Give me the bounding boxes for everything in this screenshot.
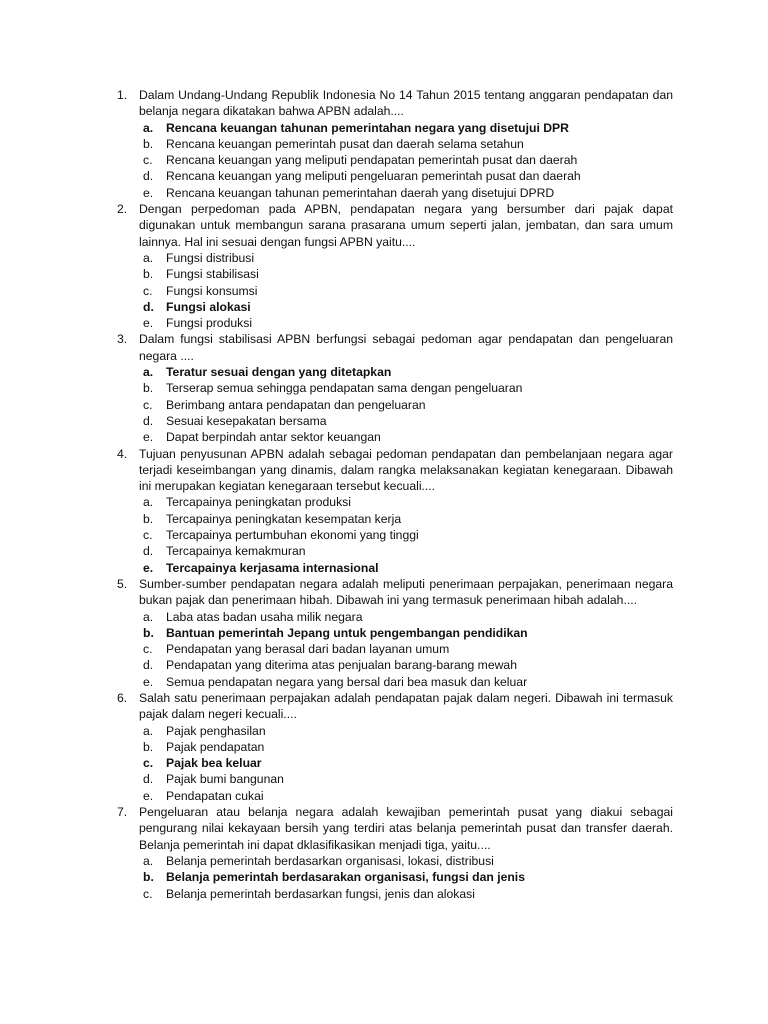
answer-option [0,723,768,739]
question-text: Salah satu penerimaan perpajakan adalah pendapatan pajak dalam negeri. Dibawah ini termasuk pajak dalam negeri kecuali.... [139,690,673,722]
answer-option [0,755,768,771]
option-letter: e. [143,185,154,200]
question-number: 3. [117,332,128,347]
option-letter: c. [143,283,153,298]
answer-option [0,152,768,168]
option-text: Semua pendapatan negara yang bersal dari bea masuk dan keluar [166,674,528,689]
option-text: Rencana keuangan yang meliputi pendapatan pemerintah pusat dan daerah [166,153,578,168]
option-letter: e. [143,674,154,689]
option-letter: d. [143,299,154,314]
option-letter: a. [143,723,154,738]
option-text: Pajak bea keluar [166,756,262,771]
option-letter: a. [143,609,154,624]
option-text: Pajak penghasilan [166,723,266,738]
option-letter: d. [143,772,154,787]
option-letter: e. [143,788,154,803]
answer-option [0,560,768,576]
answer-option [0,429,768,445]
answer-option [0,511,768,527]
question-number: 4. [117,446,128,461]
answer-options [0,364,768,445]
answer-option [0,886,768,902]
answer-option [0,771,768,787]
option-text: Tercapainya peningkatan produksi [166,495,351,510]
option-letter: b. [143,625,154,640]
option-letter: b. [143,136,154,151]
answer-options [0,723,768,804]
option-text: Tercapainya kerjasama internasional [166,560,379,575]
question-number: 1. [117,88,128,102]
answer-option [0,250,768,266]
option-text: Rencana keuangan pemerintah pusat dan daerah selama setahun [166,136,524,151]
question-text: Dalam Undang-Undang Republik Indonesia No 14 Tahun 2015 tentang anggaran pendapatan dan belanja negara dikatakan bahwa APBN adalah.... [139,88,673,119]
option-letter: c. [143,886,153,901]
answer-options [0,120,768,201]
option-letter: e. [143,430,154,445]
question-text: Pengeluaran atau belanja negara adalah kewajiban pemerintah pusat yang diakui sebagai pengurang nilai kekayaan bersih yang terdiri atas belanja pemerintah pusat dan transfer daerah. Belanja pemerintah ini dapat dklasifikasikan menjadi tiga, yaitu.... [139,805,673,852]
option-letter: a. [143,495,154,510]
question-3 [0,331,768,445]
question-7 [0,804,768,902]
option-letter: d. [143,413,154,428]
answer-option [0,315,768,331]
question-text: Dalam fungsi stabilisasi APBN berfungsi sebagai pedoman agar pendapatan dan pengeluaran negara .... [139,332,673,363]
answer-option [0,136,768,152]
answer-option [0,283,768,299]
option-letter: a. [143,365,154,380]
answer-option [0,739,768,755]
answer-option [0,185,768,201]
answer-option [0,494,768,510]
option-letter: c. [143,528,153,543]
answer-options [0,609,768,690]
option-text: Rencana keuangan yang meliputi pengeluaran pemerintah pusat dan daerah [166,169,581,184]
option-text: Tercapainya kemakmuran [166,544,306,559]
option-letter: d. [143,658,154,673]
question-text: Sumber-sumber pendapatan negara adalah meliputi penerimaan perpajakan, penerimaan negara bukan pajak dan penerimaan hibah. Dibawah ini yang termasuk penerimaan hibah adalah.... [139,576,673,608]
question-number: 2. [117,202,128,217]
option-letter: b. [143,739,154,754]
option-text: Tercapainya pertumbuhan ekonomi yang tinggi [166,528,419,543]
answer-option [0,299,768,315]
option-text: Fungsi produksi [166,316,253,331]
option-letter: b. [143,381,154,396]
answer-option [0,788,768,804]
option-text: Dapat berpindah antar sektor keuangan [166,430,381,445]
option-text: Teratur sesuai dengan yang ditetapkan [166,365,392,380]
option-text: Rencana keuangan tahunan pemerintahan negara yang disetujui DPR [166,120,569,135]
option-letter: c. [143,756,154,771]
option-text: Terserap semua sehingga pendapatan sama dengan pengeluaran [166,381,523,396]
answer-option [0,397,768,413]
option-letter: c. [143,397,153,412]
option-text: Pendapatan yang diterima atas penjualan barang-barang mewah [166,658,517,673]
answer-option [0,853,768,869]
option-text: Tercapainya peningkatan kesempatan kerja [166,511,402,526]
option-text: Pajak pendapatan [166,739,265,754]
option-text: Bantuan pemerintah Jepang untuk pengembangan pendidikan [166,625,528,640]
answer-option [0,364,768,380]
question-5 [0,576,768,690]
option-letter: e. [143,316,154,331]
answer-options [0,494,768,575]
question-4 [0,446,768,576]
answer-option [0,266,768,282]
option-text: Pendapatan cukai [166,788,264,803]
answer-options [0,853,768,902]
option-text: Sesuai kesepakatan bersama [166,413,327,428]
answer-option [0,120,768,136]
question-number: 5. [117,576,128,591]
option-text: Berimbang antara pendapatan dan pengeluaran [166,397,426,412]
option-letter: b. [143,870,154,885]
option-letter: a. [143,250,154,265]
question-text: Tujuan penyusunan APBN adalah sebagai pedoman pendapatan dan pembelanjaan negara agar terjadi keseimbangan yang dinamis, dalam rangka melaksanakan kegiatan kenegaraan. Dibawah ini merupakan kegiatan kenegaraan tersebut kecuali.... [139,446,673,494]
option-text: Laba atas badan usaha milik negara [166,609,363,624]
option-text: Belanja pemerintah berdasarkan organisasi, lokasi, distribusi [166,853,494,868]
answer-option [0,543,768,559]
option-letter: d. [143,169,154,184]
option-letter: c. [143,642,153,657]
option-letter: e. [143,560,154,575]
option-text: Fungsi distribusi [166,250,255,265]
question-text: Dengan perpedoman pada APBN, pendapatan negara yang bersumber dari pajak dapat digunakan untuk membangun sarana prasarana umum seperti jalan, jembatan, dan sara umum lainnya. Hal ini sesuai dengan fungsi APBN yaitu.... [139,202,673,249]
option-letter: c. [143,153,153,168]
option-text: Belanja pemerintah berdasarakan organisasi, fungsi dan jenis [166,870,525,885]
option-letter: a. [143,120,154,135]
answer-option [0,413,768,429]
option-text: Fungsi stabilisasi [166,267,259,282]
answer-option [0,674,768,690]
answer-option [0,625,768,641]
answer-option [0,527,768,543]
option-letter: b. [143,511,154,526]
option-text: Fungsi alokasi [166,299,251,314]
answer-option [0,657,768,673]
answer-option [0,609,768,625]
question-number: 7. [117,805,128,820]
question-1 [0,87,768,201]
option-text: Pajak bumi bangunan [166,772,284,787]
option-text: Fungsi konsumsi [166,283,258,298]
question-number: 6. [117,690,128,705]
option-letter: b. [143,267,154,282]
question-list [0,87,768,902]
question-2 [0,201,768,331]
answer-option [0,380,768,396]
answer-option [0,168,768,184]
answer-options [0,250,768,331]
option-letter: a. [143,853,154,868]
answer-option [0,641,768,657]
option-letter: d. [143,544,154,559]
question-6 [0,690,768,804]
option-text: Pendapatan yang berasal dari badan layanan umum [166,642,450,657]
option-text: Belanja pemerintah berdasarkan fungsi, jenis dan alokasi [166,886,475,901]
answer-option [0,869,768,885]
option-text: Rencana keuangan tahunan pemerintahan daerah yang disetujui DPRD [166,185,555,200]
